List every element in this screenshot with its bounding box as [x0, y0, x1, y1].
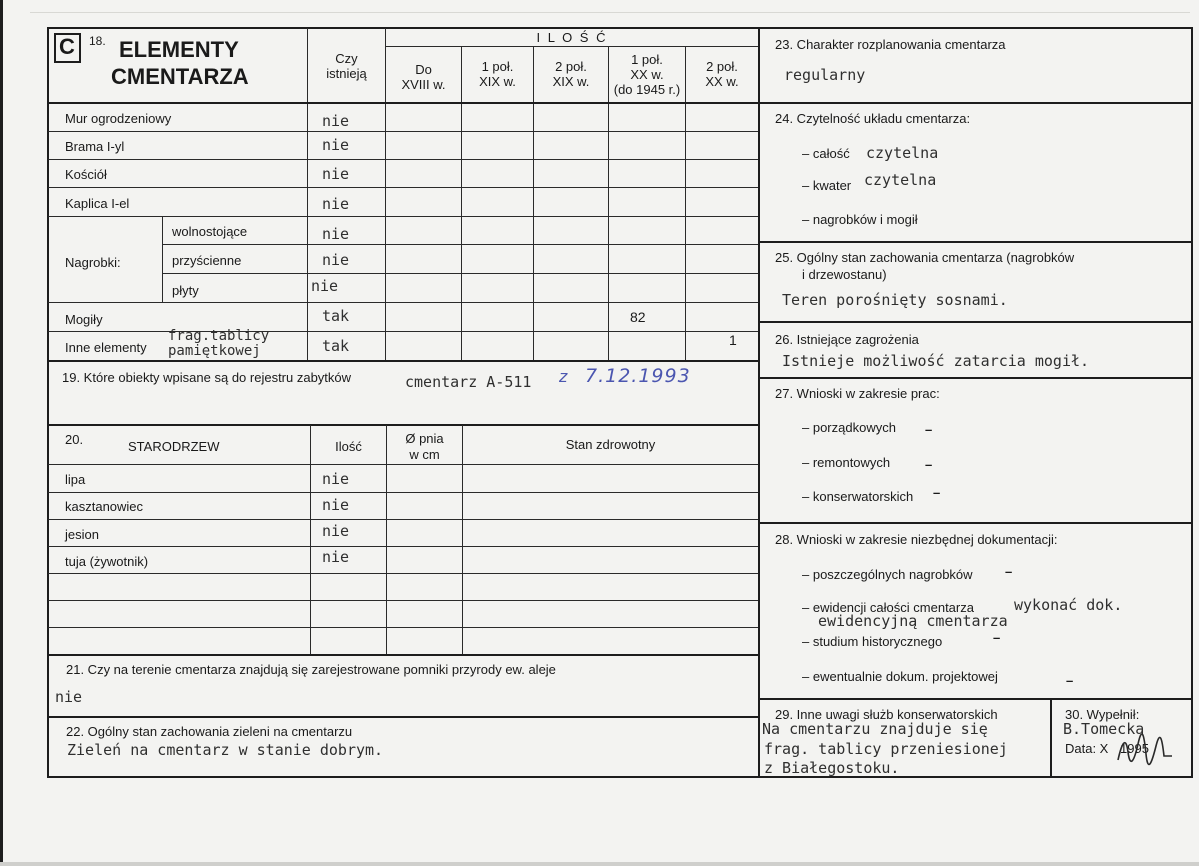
q19-typed-answer: cmentarz A-511: [405, 373, 532, 391]
period-header-1-line-2: XVIII w.: [401, 77, 446, 92]
q25-label-2: i drzewostanu): [802, 267, 887, 282]
q27-label: 27. Wnioski w zakresie prac:: [775, 386, 940, 401]
q24-whole-answer: czytelna: [866, 144, 939, 162]
period-header-4-line-2: XX w.: [630, 67, 664, 82]
row-label-graves: Mogiły: [65, 312, 103, 327]
period-header-3-line-2: XIX w.: [552, 74, 590, 89]
q19-handwritten-date: 7.12.1993: [585, 365, 691, 387]
row-label-gate: Brama I-yl: [65, 139, 125, 154]
tree-name-2: kasztanowiec: [65, 499, 144, 514]
row-label-other: Inne elementy: [65, 340, 147, 355]
q21-answer: nie: [55, 688, 83, 706]
period-header-4-line-1: 1 poł.: [631, 52, 663, 67]
card-left-edge: [0, 0, 3, 866]
signature-scribble: [1116, 732, 1174, 766]
row-label-wall: Mur ogrodzeniowy: [65, 111, 172, 126]
q20-col-diameter-1: Ø pnia: [405, 431, 444, 446]
q28-item-3-label: – studium historycznego: [802, 634, 943, 649]
q26-answer: Istnieje możliwość zatarcia mogił.: [782, 352, 1090, 370]
q23-answer: regularny: [784, 66, 866, 84]
q24-whole-label: – całość: [802, 146, 850, 161]
q27-item-1-label: – porządkowych: [802, 420, 896, 435]
tree-count-3: nie: [322, 522, 350, 540]
row-label-church: Kościół: [65, 167, 107, 182]
q25-label-1: 25. Ogólny stan zachowania cmentarza (nagrobków: [775, 250, 1075, 265]
q28-item-1-label: – poszczególnych nagrobków: [802, 567, 973, 582]
q27-item-3-answer: –: [933, 485, 941, 500]
row-label-slabs: płyty: [172, 283, 199, 298]
q24-label: 24. Czytelność układu cmentarza:: [775, 111, 971, 126]
q23-label: 23. Charakter rozplanowania cmentarza: [775, 37, 1006, 52]
row-count-graves: 82: [630, 309, 646, 325]
row-value-slabs: nie: [311, 277, 339, 295]
row-label-chapel: Kaplica I-el: [65, 196, 130, 211]
period-header-3-line-1: 2 poł.: [555, 59, 587, 74]
q29-label: 29. Inne uwagi służb konserwatorskich: [775, 707, 998, 722]
q28-item-2-label: – ewidencji całości cmentarza: [802, 600, 974, 615]
q29-line-2: frag. tablicy przeniesionej: [764, 740, 1008, 758]
row-value-other: tak: [322, 337, 350, 355]
q30-date-value: 1995: [1120, 741, 1149, 756]
tree-name-3: jesion: [65, 527, 99, 542]
q24-graves-label: – nagrobków i mogił: [802, 212, 918, 227]
period-header-2-line-1: 1 poł.: [481, 59, 514, 74]
q28-item-4-answer: –: [1066, 673, 1074, 688]
row-value-gate: nie: [322, 136, 350, 154]
q22-answer: Zieleń na cmentarz w stanie dobrym.: [67, 741, 384, 759]
q29-line-1: Na cmentarzu znajduje się: [762, 720, 988, 738]
q27-item-3-label: – konserwatorskich: [802, 489, 914, 504]
tree-name-1: lipa: [65, 472, 86, 487]
row-value-freestanding: nie: [322, 225, 350, 243]
q20-col-count: Ilość: [335, 439, 362, 454]
q20-title: STARODRZEW: [128, 439, 220, 454]
q25-answer: Teren porośnięty sosnami.: [782, 291, 1008, 309]
card-top-edge: [30, 12, 1190, 13]
q20-col-diameter-2: w cm: [409, 447, 440, 462]
q28-item-2-answer-2: ewidencyjną cmentarza: [818, 612, 1008, 630]
row-label-tombstones: Nagrobki:: [65, 255, 121, 270]
q27-item-2-answer: –: [925, 457, 933, 472]
tree-name-4: tuja (żywotnik): [65, 554, 149, 569]
card-bottom-edge: [0, 862, 1199, 866]
q28-item-1-answer: –: [1005, 564, 1013, 579]
row-count-other: 1: [729, 332, 737, 348]
section-letter: C: [59, 34, 75, 59]
quantity-header: I L O Ś Ć: [536, 30, 608, 45]
row-note-other-2: pamiętkowej: [168, 343, 261, 359]
period-header-2-line-2: XIX w.: [479, 74, 516, 89]
tree-count-4: nie: [322, 548, 350, 566]
q21-label: 21. Czy na terenie cmentarza znajdują się zarejestrowane pomniki przyrody ew. aleje: [66, 662, 556, 677]
row-value-wall-mounted: nie: [322, 251, 350, 269]
exists-header-line-1: Czy: [335, 51, 358, 66]
q24-quarters-label: – kwater: [802, 178, 852, 193]
q28-item-4-label: – ewentualnie dokum. projektowej: [802, 669, 998, 684]
row-label-freestanding: wolnostojące: [172, 224, 248, 239]
q26-label: 26. Istniejące zagrożenia: [775, 332, 919, 347]
q19-label: 19. Które obiekty wpisane są do rejestru zabytków: [62, 370, 352, 385]
period-header-5-line-1: 2 poł.: [706, 59, 738, 74]
tree-count-1: nie: [322, 470, 350, 488]
row-label-wall-mounted: przyścienne: [172, 253, 242, 268]
q20-col-health: Stan zdrowotny: [565, 437, 656, 452]
q29-line-3: z Białegostoku.: [764, 759, 900, 777]
q20-number: 20.: [65, 432, 84, 447]
q19-handwritten-prefix: z: [559, 367, 569, 386]
q30-date-label: Data: X: [1065, 741, 1109, 756]
q28-item-3-answer: –: [993, 630, 1001, 645]
q24-quarters-answer: czytelna: [864, 171, 937, 189]
q30-label: 30. Wypełnił:: [1065, 707, 1140, 722]
exists-header-line-2: istnieją: [326, 66, 367, 81]
q28-label: 28. Wnioski w zakresie niezbędnej dokumentacji:: [775, 532, 1058, 547]
row-value-graves: tak: [322, 307, 350, 325]
section-title-line-1: ELEMENTY: [119, 37, 239, 62]
tree-count-2: nie: [322, 496, 350, 514]
period-header-4-line-3: (do 1945 r.): [613, 82, 681, 97]
q27-item-1-answer: –: [925, 422, 933, 437]
period-header-1-line-1: Do: [415, 62, 432, 77]
q28-item-2-answer-1: wykonać dok.: [1014, 596, 1123, 614]
row-note-other-1: frag.tablicy: [168, 328, 270, 344]
q22-label: 22. Ogólny stan zachowania zieleni na cmentarzu: [66, 724, 353, 739]
row-value-wall: nie: [322, 112, 350, 130]
section-title-line-2: CMENTARZA: [111, 64, 249, 89]
row-value-church: nie: [322, 165, 350, 183]
q30-name: B.Tomecka: [1063, 720, 1145, 738]
period-header-5-line-2: XX w.: [705, 74, 739, 89]
section-number: 18.: [89, 34, 106, 48]
q27-item-2-label: – remontowych: [802, 455, 891, 470]
row-value-chapel: nie: [322, 195, 350, 213]
